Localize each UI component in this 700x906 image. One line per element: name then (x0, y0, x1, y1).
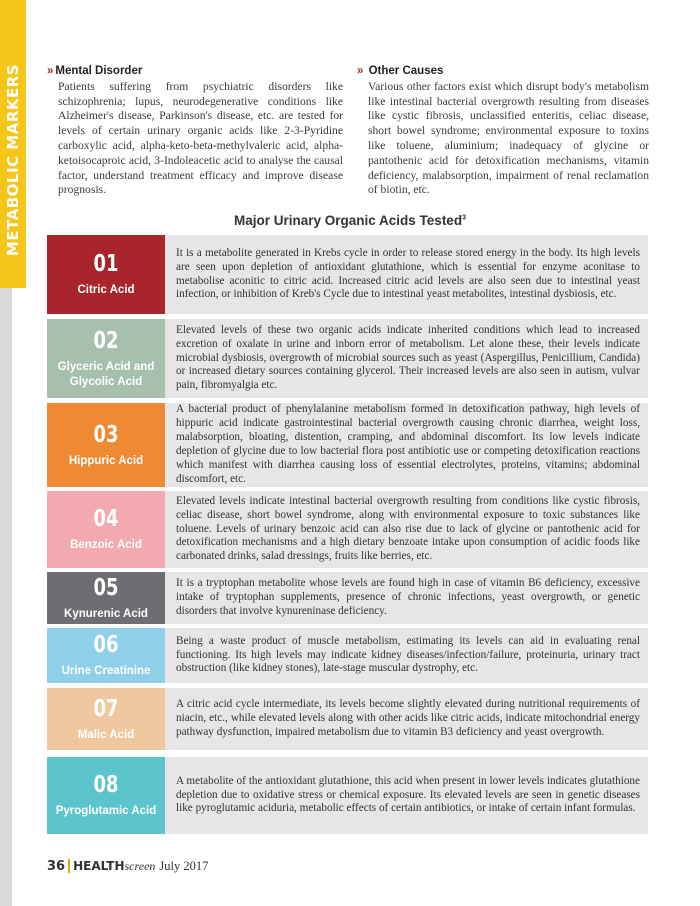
acid-number: 08 (93, 772, 119, 798)
page-number: 36 (47, 858, 66, 874)
acid-badge (47, 403, 165, 487)
acid-badge (47, 319, 165, 398)
acid-name: Pyroglutamic Acid (55, 805, 157, 817)
acid-number: 07 (93, 695, 119, 722)
other-causes-text: Various other factors exist which disrupt body's metabolism like intestinal bacterial overgrowth resulting from diseases like cystic fibrosis, unclassified enteritis, celiac disease, short bowel syndrome; environmental exposure to toxins like toluene, aluminium; inadequacy of glycine or pantothenic acid for detoxification mechanisms, vitamin deficiency, malabsorption, impairment of renal reclamation of biotin, etc. (368, 79, 649, 197)
acid-row-kynurenic (47, 572, 648, 624)
acid-row-hippuric (47, 403, 648, 487)
acid-description: Elevated levels indicate intestinal bacterial overgrowth resulting from conditions like cystic fibrosis, celiac disease, short bowel syndrome, along with environmental exposure to toxic substances like toluene. Levels of urinary benzoic acid can also rise due to lack of glycine or pantothenic acid for detoxification mechanisms and a high dietary benzoate intake upon consumption of acidic foods like carbonated drinks, salad dressings, fruits like berries, etc. (176, 494, 640, 563)
acid-number: 01 (93, 251, 119, 277)
acid-number: 03 (93, 421, 119, 448)
acid-name: Benzoic Acid (70, 539, 142, 551)
acid-description: A bacterial product of phenylalanine metabolism formed in detoxification pathway, high levels of hippuric acid indicate gastrointestinal bacterial overgrowth causing chronic diarrhea, weight loss, malabsorption, bloating, distention, cramping, and abdominal discomfort. Its low levels indicate depletion of glycine due to low bacterial flora post antibiotic use or competing detoxification reactions which manifest with diarrhea causing loss of essential electrolytes, proteins, vitamins; abdominal discomfort, etc. (176, 403, 640, 485)
acid-row-creatinine (47, 628, 648, 683)
section-title: Major Urinary Organic Acids Tested$^3$ (234, 213, 466, 228)
acid-badge (47, 628, 165, 683)
footer-divider (68, 859, 70, 873)
acid-badge (47, 491, 165, 568)
acid-row-pyroglutamic (47, 757, 648, 834)
acid-name: Hippuric Acid (68, 454, 144, 467)
acid-badge (47, 235, 165, 314)
reference-marker: 3 (462, 214, 466, 222)
acid-badge (47, 688, 165, 750)
side-tab-label: METABOLIC MARKERS (4, 63, 22, 257)
acid-row-citric (47, 235, 648, 314)
acid-number: 05 (93, 574, 119, 601)
acid-badge (47, 757, 165, 834)
acid-row-glyceric-glycolic (47, 319, 648, 398)
issue-date: July 2017 (159, 858, 209, 873)
acid-description: It is a metabolite generated in Krebs cycle in order to release stored energy in the body. Its high levels are seen upon depletion of antioxidant glutathione, which is essential for enzyme aconitase to metabolise aconitic to citric acid. Increased citric acid levels are also seen due to intestinal yeast infection, or inhibition of Kreb's Cycle due to intestinal yeast metabolites, intestinal dysbiosis, etc. (176, 246, 640, 301)
mental-disorder-column (47, 64, 343, 198)
acid-row-malic (47, 688, 648, 750)
acid-badge (47, 572, 165, 624)
acid-description: A metabolite of the antioxidant glutathione, this acid when present in lower levels indicates glutathione depletion due to oxidative stress or chemical exposure. Its elevated levels are seen in genetic diseases like pyroglutamic aciduria, metabolic effects of certain antibiotics, or intake of certain infant formulas. (176, 774, 640, 815)
acid-description: Being a waste product of muscle metabolism, estimating its levels can aid in evaluating renal functioning. Its high levels may indicate kidney diseases/infection/failure, proteinuria, urinary tract obstruction (like kidney stones), late-stage muscular dystrophy, etc. (176, 634, 640, 675)
page-footer (47, 857, 208, 875)
acid-name: Citric Acid (77, 284, 135, 296)
acid-name: Glyceric Acid and Glycolic Acid (57, 360, 155, 388)
bullet-marker: » (357, 65, 364, 77)
magazine-logo: HEALTH (73, 859, 125, 873)
mental-disorder-heading: » Mental Disorder (47, 65, 143, 77)
acid-number: 04 (93, 506, 119, 532)
mental-disorder-text: Patients suffering from psychiatric disorders like schizophrenia; lupus, neurodegenerative conditions like Alzheimer's disease, Parkinson's disease, etc. are tested for levels of certain urinary organic acids like 2-3-Pyridine carboxylic acid, alpha-keto-beta-methylvaleric acid, alpha-ketoisocaproic acid, 3-Indoleacetic acid to analyse the causal factor, understand treatment efficacy and improve disease prognosis. (58, 79, 343, 197)
acid-name: Urine Creatinine (61, 665, 151, 677)
other-causes-heading: » Other Causes (357, 65, 444, 77)
acid-name: Kynurenic Acid (64, 607, 148, 620)
bullet-marker: » (47, 65, 54, 77)
acid-row-benzoic (47, 491, 648, 568)
other-causes-column (357, 64, 649, 198)
acid-description: It is a tryptophan metabolite whose levels are found high in case of vitamin B6 deficiency, excessive intake of tryptophan supplements, presence of chronic infections, yeast overgrowth, or genetic disorders that involve kynureninase deficiency. (176, 577, 640, 617)
side-strip (0, 288, 12, 906)
side-tab (0, 0, 26, 288)
acid-description: Elevated levels of these two organic acids indicate inherited conditions which lead to increased excretion of oxalate in urine and inborn error of metabolism. Let alone these, their levels indicate microbial dysbiosis, overgrowth of microbial sources such as yeast (Aspergillus, Penicillium, Candida) or increased dietary sources containing glycerol. Their increased levels are also seen in autism, vulvar pain, fibromyalgia etc. (176, 323, 640, 392)
acid-number: 06 (93, 632, 119, 658)
magazine-logo-script: screen (124, 858, 156, 873)
acid-name: Malic Acid (77, 728, 135, 741)
acid-number: 02 (93, 327, 119, 354)
acid-description: A citric acid cycle intermediate, its levels become slightly elevated during nutritional requirements of niacin, etc., while elevated levels along with other acids like citric acids, indicate mitochondrial energy pathway dysfunction, impaired metabolism due to vitamin B3 deficiency and yeast overgrowth. (176, 698, 640, 738)
